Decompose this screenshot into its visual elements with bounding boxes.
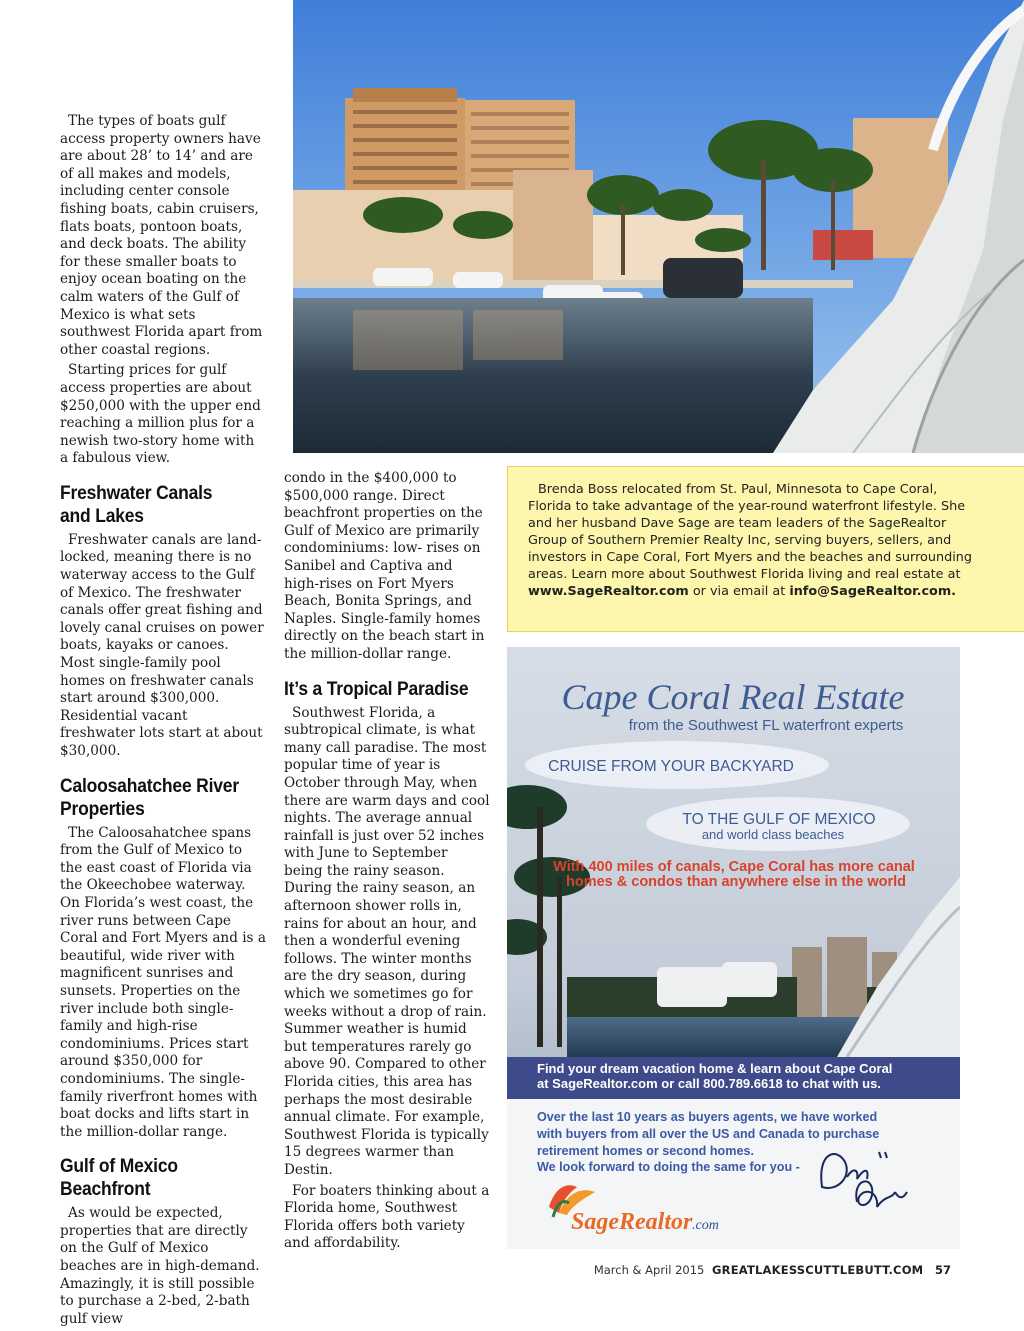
ad-bubble-cruise: CRUISE FROM YOUR BACKYARD — [548, 758, 794, 775]
logo-sagerealtor: SageRealtor — [571, 1209, 693, 1235]
ad-subtitle: from the Southwest FL waterfront experts — [628, 717, 904, 734]
paragraph-gulf-prices: Starting prices for gulf access properties are about $250,000 with the upper end reaching a million plus for a newish two-story home with a fabulous view. — [60, 362, 261, 467]
ad-bubble-gulf: TO THE GULF OF MEXICO — [682, 811, 876, 828]
paragraph-beachfront: As would be expected, properties that are directly on the Gulf of Mexico beaches are in high-demand. Amazingly, it is still possible to purchase a 2-bed, 2-bath gulf view — [60, 1205, 260, 1327]
bio-email-link[interactable]: info@SageRealtor.com. — [789, 584, 957, 599]
harbor-photo — [293, 0, 1024, 453]
ad-blue-line-3: retirement homes or second homes. — [537, 1144, 754, 1158]
ad-red-line-2: homes & condos than anywhere else in the world — [565, 874, 907, 890]
paragraph-boat-types: The types of boats gulf access property owners have are about 28’ to 14’ and are of all makes and models, including center console fishing boats, cabin cruisers, flats boats, pontoon boats, and deck boats. The ability for these smaller boats to enjoy ocean boating on the calm waters of the Gulf of Mexico is what sets southwest Florida apart from other coastal regions. — [60, 113, 263, 358]
bio-website-link[interactable]: www.SageRealtor.com — [528, 584, 689, 599]
footer-website[interactable]: GREATLAKESSCUTTLEBUTT.COM — [712, 1263, 924, 1277]
ad-blue-line-1: Over the last 10 years as buyers agents, we have worked — [537, 1110, 878, 1124]
heading-freshwater-canals: Freshwater Canals and Lakes — [60, 482, 213, 527]
paragraph-climate: Southwest Florida, a subtropical climate, is what many call paradise. The most popular time of year is October through May, when there are warm days and cool nights. The average annual rainfall is just over 52 inches with June to September being the rainy season. During the rainy season, an afternoon shower rolls in, rains for about an hour, and then a wonderful evening follows. The winter months are the dry season, during which we sometimes go for weeks without a drop of rain. Summer weather is humid but temperatures rarely go above 90. Compared to other Florida cities, this area has perhaps the most desirable annual climate. For example, Southwest Florida is typically 15 degrees warmer than Destin. — [284, 704, 490, 1178]
ad-red-line-1: With 400 miles of canals, Cape Coral has more canal — [553, 859, 915, 875]
author-bio-text — [528, 481, 984, 600]
heading-river-properties: Caloosahatchee River Properties — [60, 775, 239, 820]
bio-connector: or via email at — [692, 584, 786, 599]
footer-issue-date: March & April 2015 — [593, 1263, 705, 1277]
ad-band-line-1: Find your dream vacation home & learn about Cape Coral — [537, 1061, 893, 1076]
logo-dotcom: .com — [692, 1218, 719, 1233]
paragraph-boaters: For boaters thinking about a Florida home, Southwest Florida offers both variety and affordability. — [284, 1182, 490, 1252]
bio-body: Brenda Boss relocated from St. Paul, Minnesota to Cape Coral, Florida to take advantage of the year-round waterfront lifestyle. She and her husband Dave Sage are team leaders of the SageRealtor Group of Southern Premier Realty Inc, serving buyers, sellers, and investors in Cape Coral, Fort Myers and the beaches and surrounding areas. Learn more about Southwest Florida living and real estate at — [528, 482, 973, 582]
heading-gulf-beachfront: Gulf of Mexico Beachfront — [60, 1156, 178, 1201]
ad-bubble-beaches: and world class beaches — [701, 827, 845, 842]
page-footer — [594, 1263, 951, 1277]
ad-blue-line-2: with buyers from all over the US and Canada to purchase — [537, 1127, 880, 1141]
paragraph-river: The Caloosahatchee spans from the Gulf of Mexico to the east coast of Florida via the Okeechobee waterway. On Florida’s west coast, the river runs between Cape Coral and Fort Myers and is a beautiful, wide river with magnificent sunrises and sunsets. Properties on the river include both single-family and high-rise condominiums. Prices start around $350,000 for condominiums. The single-family riverfront homes with boat docks and lifts start in the million-dollar range. — [60, 824, 266, 1140]
heading-tropical-paradise: It’s a Tropical Paradise — [284, 678, 469, 700]
ad-band-line-2: at SageRealtor.com or call 800.789.6618 to chat with us. — [537, 1076, 881, 1091]
ad-title: Cape Coral Real Estate — [561, 677, 905, 717]
paragraph-condo-range: condo in the $400,000 to $500,000 range. Direct beachfront properties on the Gulf of Mexico are primarily condominiums: low- rises on Sanibel and Captiva and high-rises on Fort Myers Beach, Bonita Springs, and Naples. Single-family homes directly on the beach start in the million-dollar range. — [284, 470, 485, 662]
article-column-1 — [60, 113, 266, 1331]
paragraph-freshwater: Freshwater canals are land-locked, meaning there is no waterway access to the Gulf of Mexico. The freshwater canals offer great fishing and lovely canal cruises on power boats, kayaks or canoes. Most single-family pool homes on freshwater canals start around $300,000. Residential vacant freshwater lots start at about $30,000. — [60, 531, 264, 759]
cape-coral-advertisement — [507, 647, 960, 1249]
article-column-2 — [284, 470, 490, 1256]
author-bio-box — [507, 466, 1024, 632]
ad-blue-line-4: We look forward to doing the same for you - — [537, 1160, 800, 1174]
footer-page-number: 57 — [934, 1263, 951, 1277]
